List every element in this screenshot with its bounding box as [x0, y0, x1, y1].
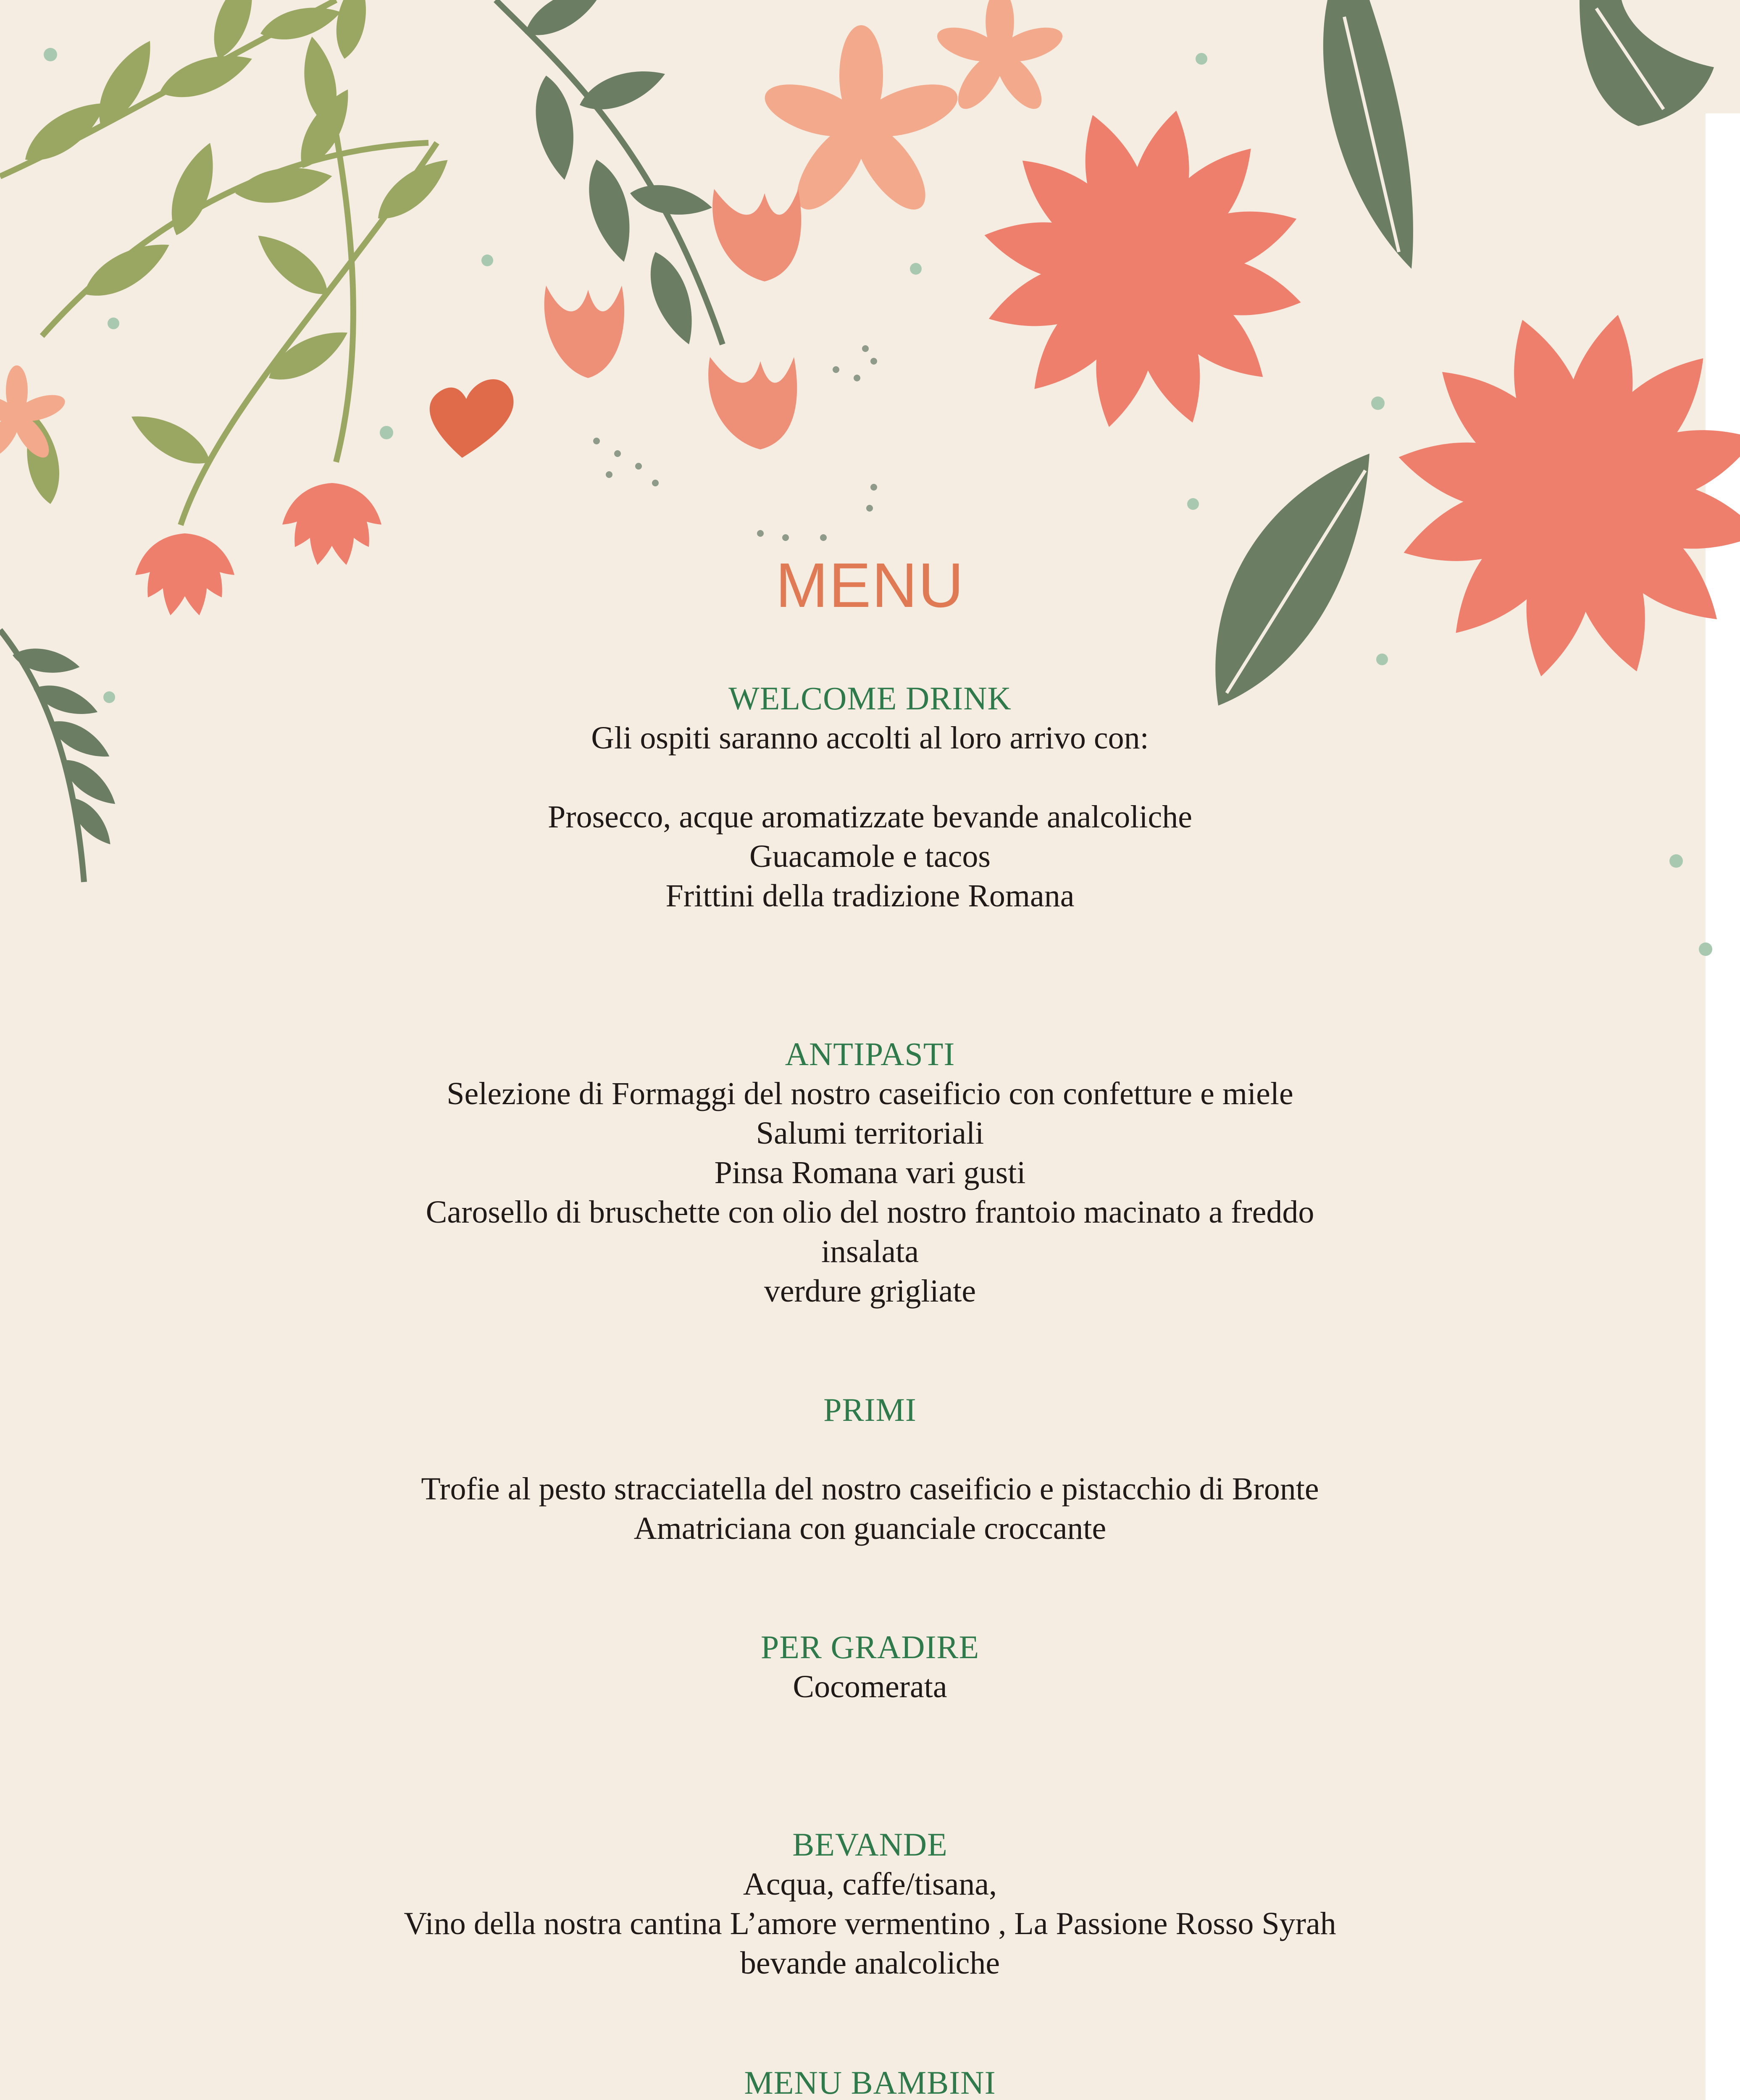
menu-item: Pinsa Romana vari gusti — [714, 1155, 1026, 1190]
section-heading: PRIMI — [823, 1391, 917, 1428]
menu-item: Vino della nostra cantina L’amore vermentino , La Passione Rosso Syrah — [404, 1906, 1336, 1941]
menu-item: Acqua, caffe/tisana, — [743, 1866, 997, 1902]
menu-item: Trofie al pesto stracciatella del nostro caseificio e pistacchio di Bronte — [421, 1471, 1319, 1507]
menu-item: Cocomerata — [793, 1669, 947, 1704]
menu-item: bevande analcoliche — [740, 1945, 1000, 1981]
section-heading: PER GRADIRE — [760, 1629, 980, 1665]
section-heading: ANTIPASTI — [785, 1036, 955, 1072]
section-heading: WELCOME DRINK — [728, 680, 1012, 717]
section-antipasti — [0, 1034, 1740, 1311]
section-intro: Gli ospiti saranno accolti al loro arrivo con: — [591, 720, 1149, 756]
menu-item: Selezione di Formaggi del nostro caseificio con confetture e miele — [447, 1076, 1293, 1111]
star-flower-icon — [0, 365, 68, 463]
section-primi — [0, 1390, 1740, 1548]
section-heading: BEVANDE — [792, 1826, 948, 1863]
menu-item: Guacamole e tacos — [749, 839, 991, 874]
section-bevande — [0, 1825, 1740, 1983]
section-heading: MENU BAMBINI — [744, 2064, 996, 2100]
star-flower-icon — [759, 25, 964, 220]
menu-item: Carosello di bruschette con olio del nostro frantoio macinato a freddo — [426, 1194, 1314, 1230]
menu-item: Salumi territoriali — [756, 1116, 984, 1151]
menu-item: verdure grigliate — [764, 1273, 976, 1309]
sprig-icon — [496, 0, 723, 350]
page-title: MENU — [775, 550, 965, 620]
section-per-gradire — [0, 1628, 1740, 1706]
menu-item: insalata — [821, 1234, 919, 1269]
section-welcome-drink — [0, 679, 1740, 916]
menu-item: Frittini della tradizione Romana — [665, 878, 1075, 914]
menu-item: Prosecco, acque aromatizzate bevande analcoliche — [548, 799, 1192, 835]
heart-icon — [430, 379, 514, 458]
section-menu-bambini — [0, 2063, 1740, 2100]
menu-item: Amatriciana con guanciale croccante — [633, 1511, 1107, 1546]
